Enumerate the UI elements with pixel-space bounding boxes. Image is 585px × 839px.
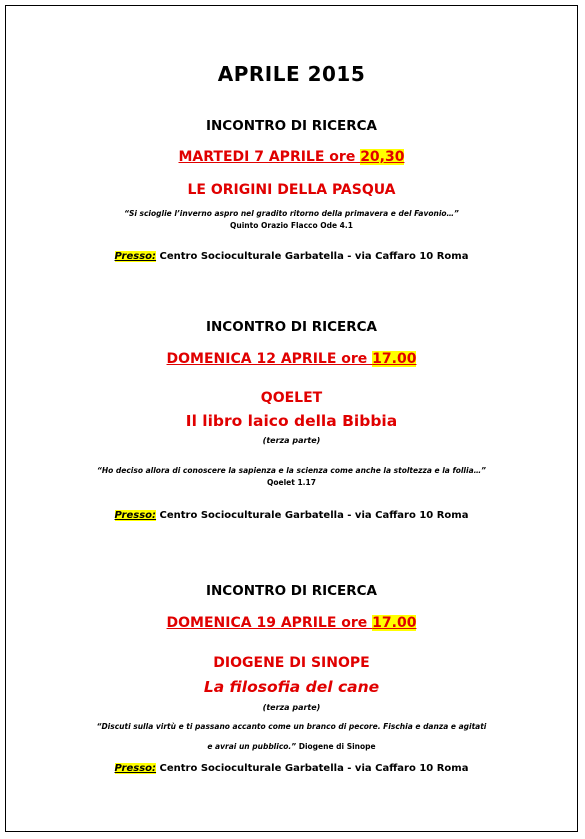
event-2-quote-source: Qoelet 1.17	[267, 478, 316, 487]
event-2-date-text: DOMENICA 12 APRILE ore	[166, 351, 373, 367]
event-3-venue-text: Centro Socioculturale Garbatella - via Caffaro 10 Roma	[156, 763, 469, 774]
event-1-heading: INCONTRO DI RICERCA	[205, 118, 377, 134]
event-3-subtitle: La filosofia del cane	[203, 678, 380, 696]
page-title: APRILE 2015	[217, 62, 366, 86]
event-3-quote-line-2	[6, 734, 577, 753]
event-3-quote-source: Diogene di Sinope	[296, 742, 376, 751]
event-2-time: 17.00	[372, 351, 417, 367]
event-3-quote-line-1: “Discuti sulla virtù e ti passano accanto come un branco di pecore. Fischia e danza e agitati	[96, 722, 487, 731]
event-3-venue	[6, 763, 577, 774]
event-2-date	[6, 351, 577, 367]
event-3-note: (terza parte)	[262, 703, 321, 712]
event-2-topic: QOELET	[260, 390, 323, 406]
event-1-date-text: MARTEDI 7 APRILE ore	[178, 149, 361, 165]
event-3-date	[6, 615, 577, 631]
event-1-quote: “Si scioglie l’inverno aspro nel gradito ritorno della primavera e del Favonio…”	[124, 209, 459, 218]
flyer-page	[5, 5, 578, 832]
event-2-venue-text: Centro Socioculturale Garbatella - via Caffaro 10 Roma	[156, 510, 469, 521]
event-1-topic: LE ORIGINI DELLA PASQUA	[187, 182, 396, 198]
event-1-venue	[6, 251, 577, 262]
event-1-time: 20,30	[360, 149, 405, 165]
event-1-quote-source: Quinto Orazio Flacco Ode 4.1	[230, 221, 353, 230]
event-3-time: 17.00	[372, 615, 417, 631]
event-1-date	[6, 149, 577, 165]
event-2-note: (terza parte)	[262, 436, 321, 445]
event-2-heading: INCONTRO DI RICERCA	[205, 319, 377, 335]
event-3-date-text: DOMENICA 19 APRILE ore	[166, 615, 373, 631]
event-1-venue-text: Centro Socioculturale Garbatella - via Caffaro 10 Roma	[156, 251, 469, 262]
event-3-heading: INCONTRO DI RICERCA	[205, 583, 377, 599]
event-2-venue	[6, 510, 577, 521]
event-3-venue-label: Presso:	[114, 763, 157, 774]
event-2-subtitle: Il libro laico della Bibbia	[185, 412, 398, 430]
event-3-topic: DIOGENE DI SINOPE	[213, 655, 370, 671]
event-2-quote: “Ho deciso allora di conoscere la sapienza e la scienza come anche la stoltezza e la follia…”	[97, 466, 486, 475]
event-1-venue-label: Presso:	[114, 251, 157, 262]
event-3-quote-end: e avrai un pubblico.”	[207, 742, 297, 751]
event-2-venue-label: Presso:	[114, 510, 157, 521]
